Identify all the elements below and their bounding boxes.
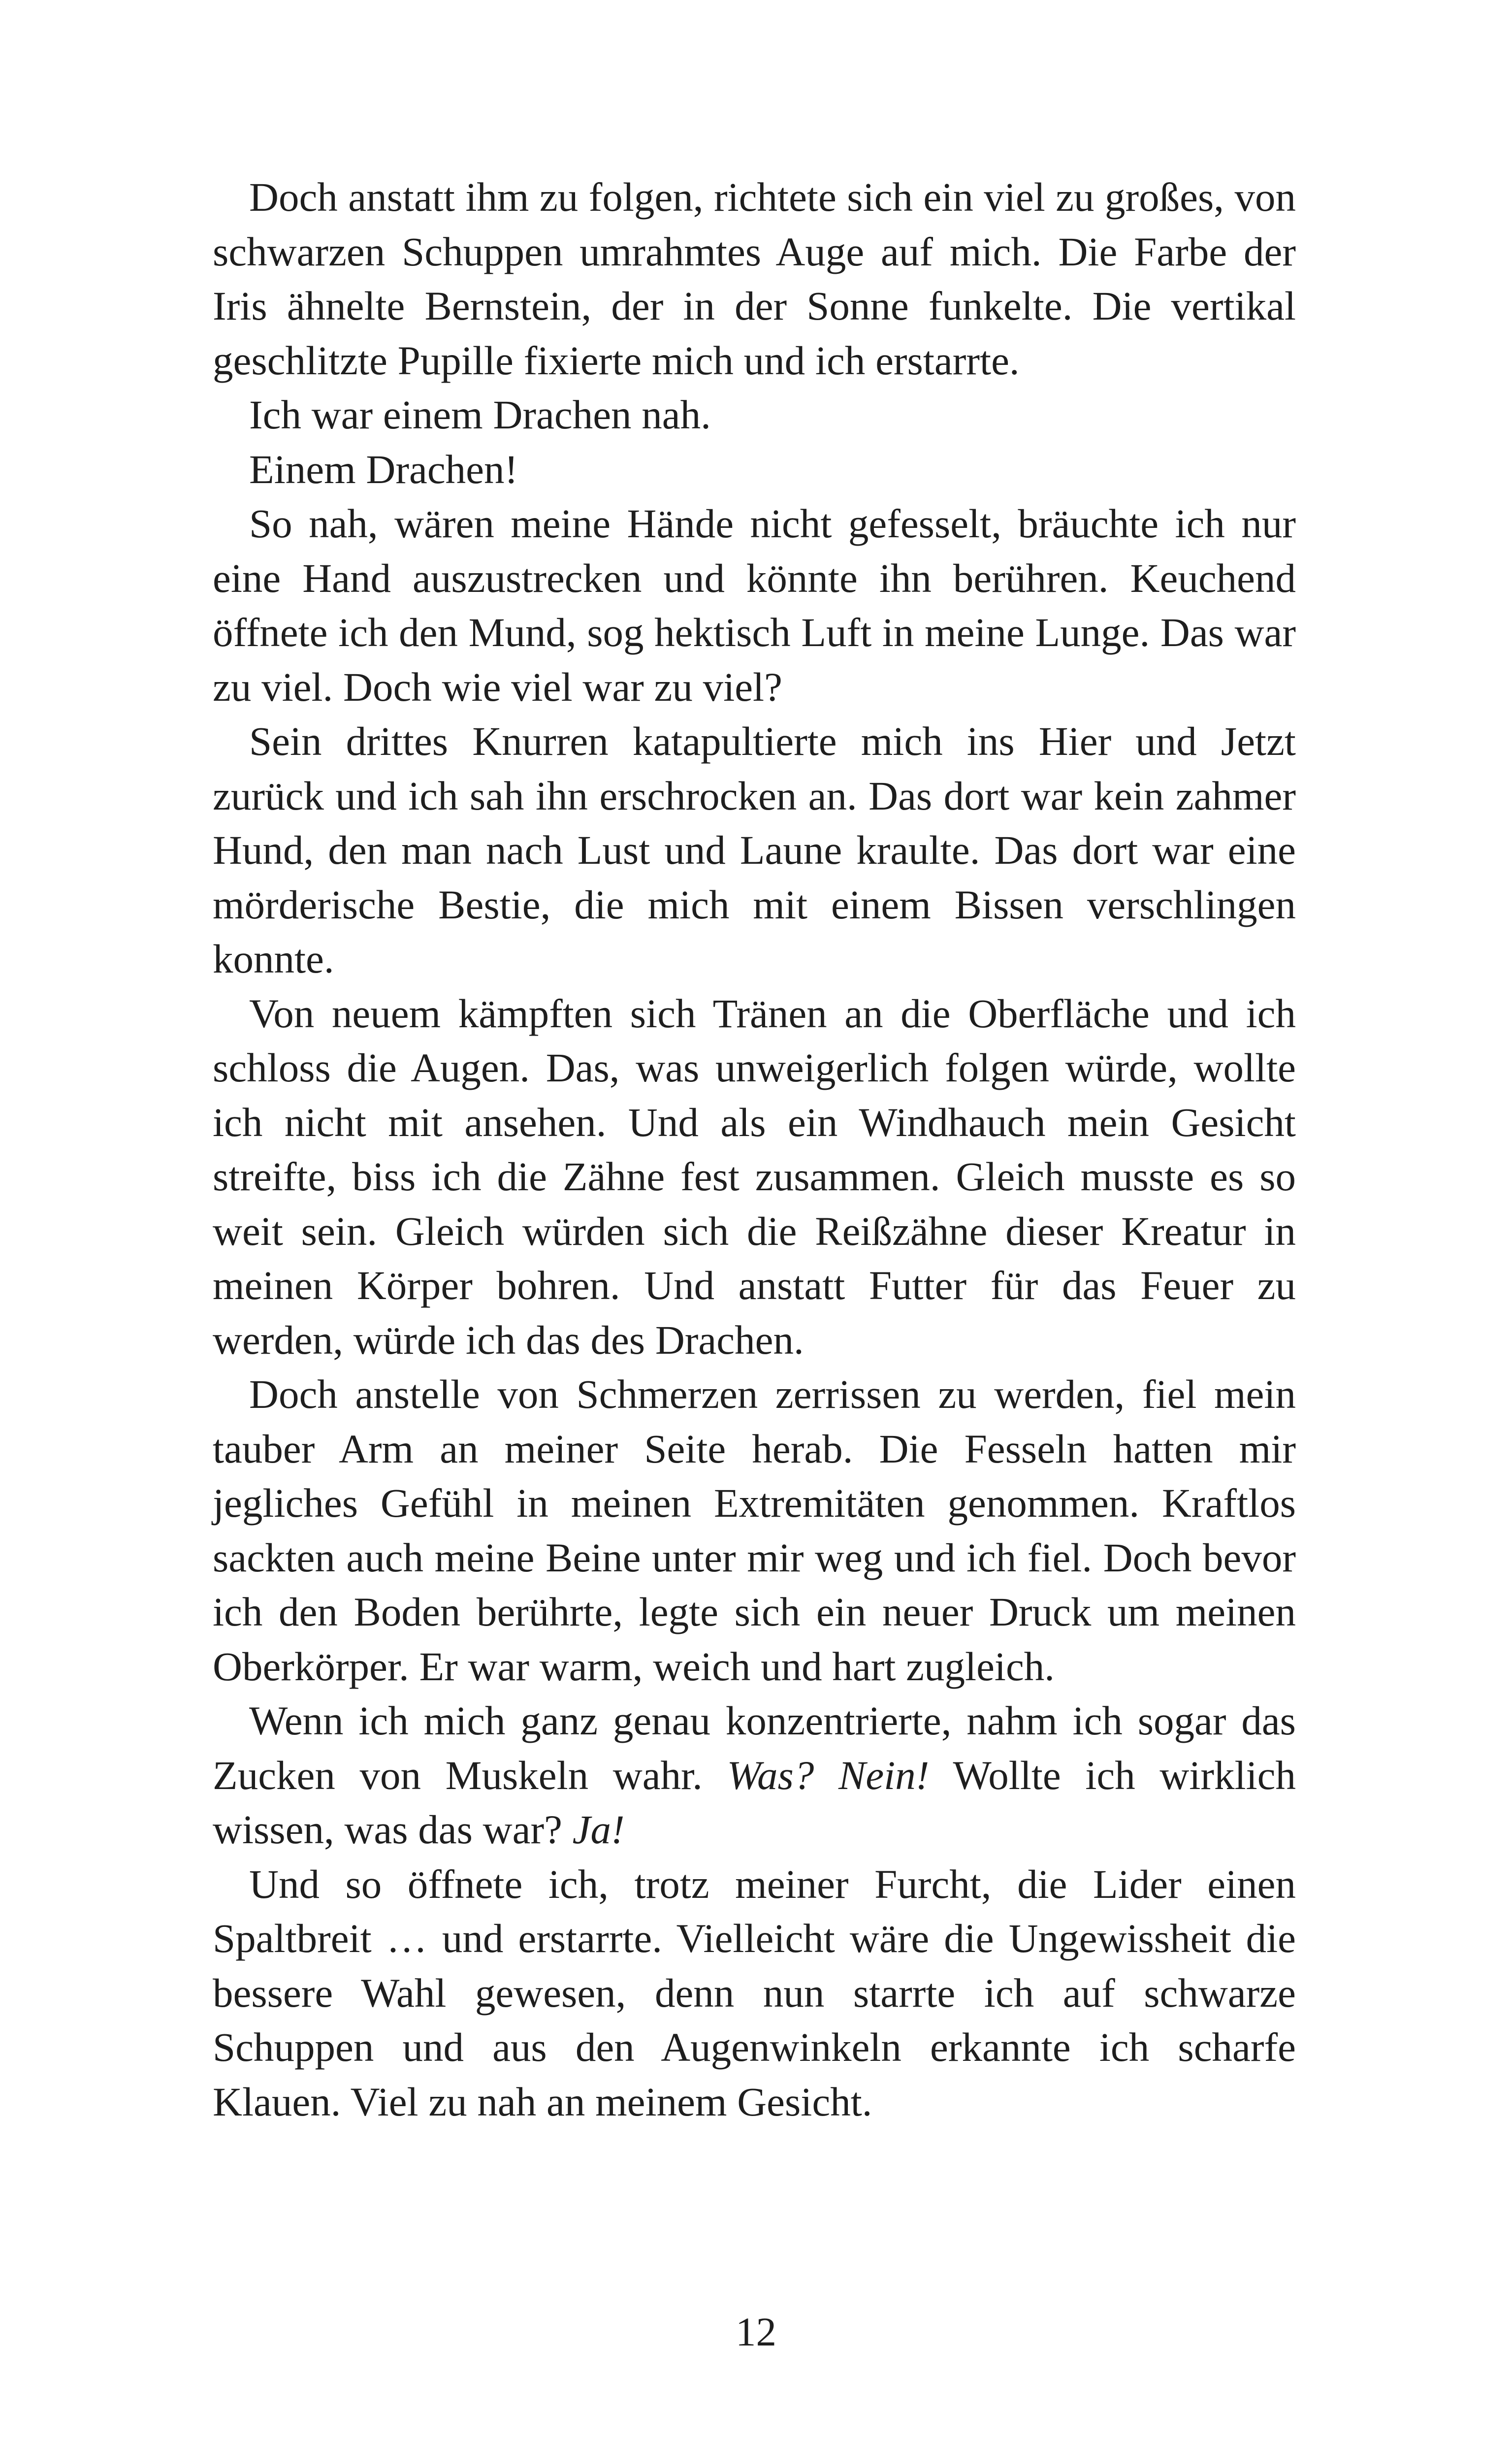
paragraph-8-part-2: Wollte ich wirklich wissen, was das war? [213,1752,1296,1852]
italic-phrase-2: Ja! [572,1807,625,1852]
page-number: 12 [736,2309,776,2354]
paragraph-7: Doch anstelle von Schmerzen zerrissen zu werden, fiel mein tauber Arm an meiner Seite herab. Die Fesseln hatten mir jegliches Gefühl in meinen Extremitäten genommen. Kraftlos sackten auch meine Beine unter mir weg und ich fiel. Doch bevor ich den Boden berührte, legte sich ein neuer Druck um meinen Oberkörper. Er war warm, weich und hart zugleich. [213,1371,1296,1689]
italic-phrase-1: Was? Nein! [727,1752,930,1798]
paragraph-5: Sein drittes Knurren katapultierte mich ins Hier und Jetzt zurück und ich sah ihn erschrocken an. Das dort war kein zahmer Hund, den man nach Lust und Laune kraulte. Das dort war eine mörderische Bestie, die mich mit einem Bissen verschlingen konnte. [213,718,1296,981]
paragraph-1: Doch anstatt ihm zu folgen, richtete sich ein viel zu großes, von schwarzen Schuppen umrahmtes Auge auf mich. Die Farbe der Iris ähnelte Bernstein, der in der Sonne funkelte. Die vertikal geschlitzte Pupille fixierte mich und ich erstarrte. [213,174,1296,383]
paragraph-2: Ich war einem Drachen nah. [249,392,711,437]
paragraph-4: So nah, wären meine Hände nicht gefesselt, bräuchte ich nur eine Hand auszustrecken und könnte ihn berühren. Keuchend öffnete ich den Mund, sog hektisch Luft in meine Lunge. Das war zu viel. Doch wie viel war zu viel? [213,501,1296,710]
paragraph-6: Von neuem kämpften sich Tränen an die Oberfläche und ich schloss die Augen. Das, was unweigerlich folgen würde, wollte ich nicht mit ansehen. Und als ein Windhauch mein Gesicht streifte, biss ich die Zähne fest zusammen. Gleich musste es so weit sein. Gleich würden sich die Reißzähne dieser Kreatur in meinen Körper bohren. Und anstatt Futter für das Feuer zu werden, würde ich das des Drachen. [213,990,1296,1363]
paragraph-3: Einem Drachen! [249,446,518,492]
paragraph-8-part-1: Wenn ich mich ganz genau konzentrierte, nahm ich sogar das Zucken von Muskeln wahr. [213,1698,1296,1798]
paragraph-9: Und so öffnete ich, trotz meiner Furcht, die Lider einen Spaltbreit … und erstarrte. Vielleicht wäre die Ungewissheit die bessere Wahl gewesen, denn nun starrte ich auf schwarze Schuppen und aus den Augenwinkeln erkannte ich scharfe Klauen. Viel zu nah an meinem Gesicht. [213,1861,1296,2124]
paragraph-8 [213,1694,1296,1857]
body-text [213,170,1296,2129]
